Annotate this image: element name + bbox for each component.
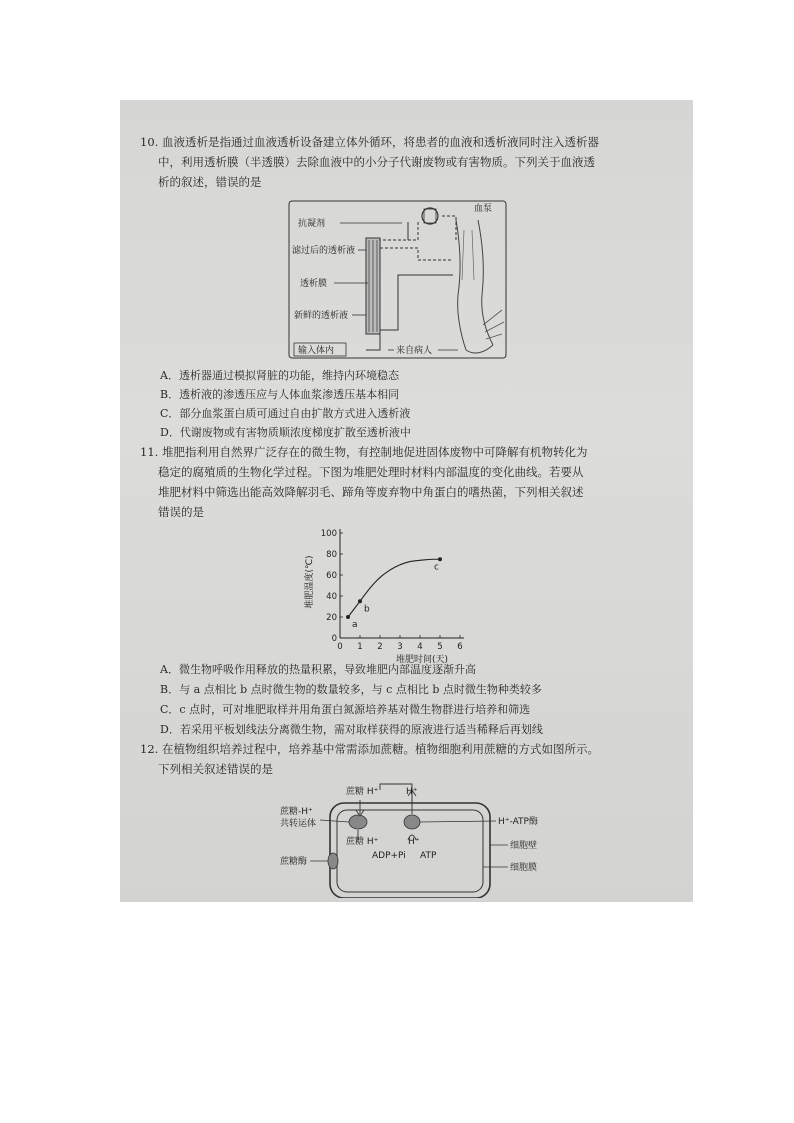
chart-x-tick-label: 4 [417,642,423,652]
q12-line2: 下列相关叙述错误的是 [158,762,273,776]
q10-line2: 中，利用透析膜（半透膜）去除血液中的小分子代谢废物或有害物质。下列关于血液透 [158,155,595,169]
q10-line1: 10. 血液透析是指通过血液透析设备建立体外循环，将患者的血液和透析液同时注入透析器 [140,135,599,149]
sucrose-uptake-diagram [280,778,570,898]
q11-option-b: B．与 a 点相比 b 点时微生物的数量较多，与 c 点相比 b 点时微生物种类较多 [160,683,542,696]
chart-x-tick-label: 3 [397,642,403,652]
anticoagulant-label: 抗凝剂 [298,219,326,229]
q10-option-b: B．透析液的渗透压应与人体血浆渗透压基本相同 [160,388,400,401]
chart-x-tick-label: 6 [457,642,463,652]
membrane-label: 透析膜 [300,279,328,289]
chart-y-tick-label: 0 [331,634,337,644]
chart-x-tick-label: 2 [377,642,383,652]
q11-line2: 稳定的腐殖质的生物化学过程。下图为堆肥处理时材料内部温度的变化曲线。若要从 [158,465,584,479]
q11-option-a: A．微生物呼吸作用释放的热量积累，导致堆肥内部温度逐渐升高 [160,663,476,676]
compost-temperature-chart [300,520,480,665]
chart-ylabel: 堆肥温度(℃) [305,555,315,609]
q11-option-c: C．c 点时，可对堆肥取样并用角蛋白氮源培养基对微生物群进行培养和筛选 [160,703,531,716]
cotransporter-label-1: 蔗糖-H⁺ [280,807,313,817]
sucrose-h-in-label: 蔗糖 H⁺ [346,837,379,847]
cotransporter-label-2: 共转运体 [280,819,317,829]
chart-temperature-curve [348,559,440,617]
chart-y-tick-label: 40 [326,592,337,602]
from-patient-label: 来自病人 [396,346,433,356]
atp-label: ATP [420,851,437,861]
q10-line3: 析的叙述，错误的是 [158,175,262,189]
sucrase-icon [328,853,338,869]
sucrase-label: 蔗糖酶 [280,857,308,867]
sucrose-h-out-label: 蔗糖 H⁺ [346,787,379,797]
q10-option-d: D．代谢废物或有害物质顺浓度梯度扩散至透析液中 [160,426,411,439]
chart-xlabel: 堆肥时间(天) [395,655,449,665]
scanned-page [120,100,693,902]
chart-y-tick-label: 60 [326,571,337,581]
cell-membrane-label: 细胞膜 [510,863,538,873]
chart-y-tick-label: 80 [326,550,337,560]
cotransporter-icon [349,815,367,829]
q11-line1: 11. 堆肥指利用自然界广泛存在的微生物，有控制地促进固体废物中可降解有机物转化为 [140,445,588,459]
fresh-fluid-label: 新鲜的透析液 [294,311,349,321]
atpase-label: H⁺-ATP酶 [498,817,538,827]
q11-line4: 错误的是 [158,505,204,519]
pump-label: 血泵 [474,204,493,214]
chart-x-tick-label: 1 [357,642,363,652]
cell-wall-label: 细胞壁 [510,841,538,851]
q11-line3: 堆肥材料中筛选出能高效降解羽毛、蹄角等废弃物中角蛋白的嗜热菌，下列相关叙述 [158,485,584,499]
q10-option-c: C．部分血浆蛋白质可通过自由扩散方式进入透析液 [160,407,411,420]
chart-y-tick-label: 100 [320,529,337,539]
into-body-label: 输入体内 [298,346,335,356]
adp-label: ADP+Pi [372,851,406,861]
h-in-label: H⁺ [408,837,420,847]
filtered-fluid-label: 滤过后的透析液 [292,246,356,256]
chart-point-b [358,599,362,603]
chart-point-label-a: a [352,620,358,630]
dialysis-diagram [288,200,508,360]
chart-point-c [438,557,442,561]
q10-option-a: A．透析器通过模拟肾脏的功能，维持内环境稳态 [160,369,399,382]
chart-x-tick-label: 5 [437,642,443,652]
h-top-label: H⁺ [406,787,418,797]
q12-line1: 12. 在植物组织培养过程中，培养基中常需添加蔗糖。植物细胞利用蔗糖的方式如图所示。 [140,742,599,756]
chart-point-a [346,615,350,619]
chart-y-tick-label: 20 [326,613,337,623]
chart-x-tick-label: 0 [337,642,343,652]
atpase-icon [404,815,420,829]
chart-point-label-c: c [434,562,439,573]
q11-option-d: D．若采用平板划线法分离微生物，需对取样获得的原液进行适当稀释后再划线 [160,723,543,736]
chart-point-label-b: b [364,604,370,615]
